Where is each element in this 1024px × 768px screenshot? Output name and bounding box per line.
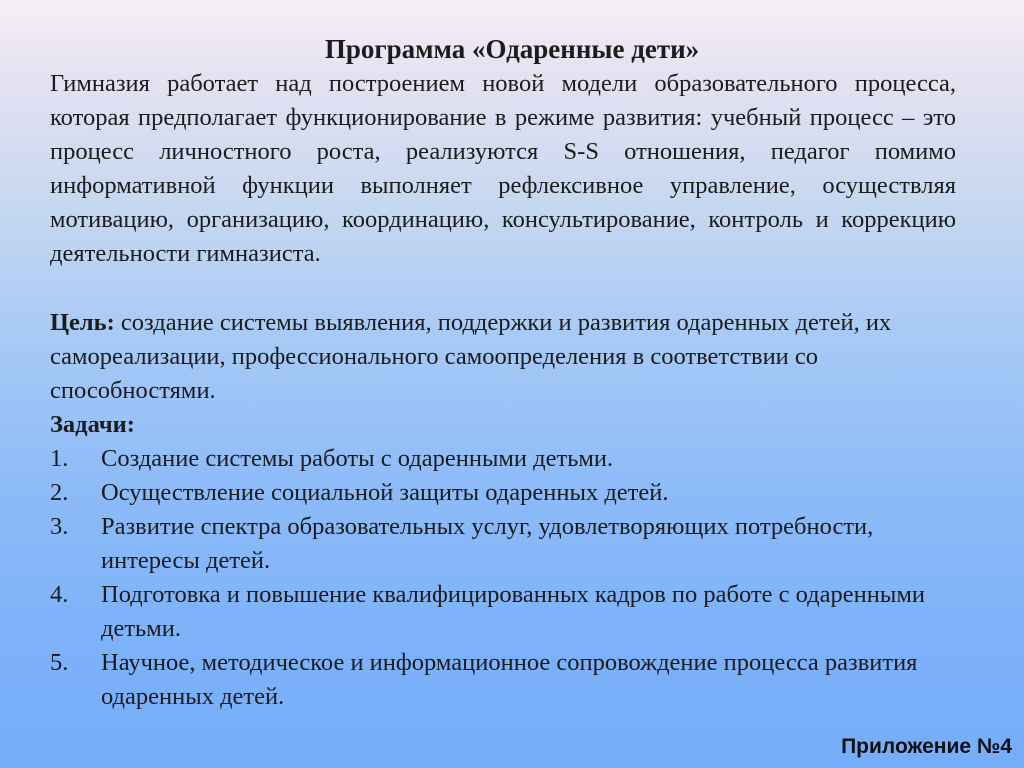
task-text: Развитие спектра образовательных услуг, удовлетворяющих потребности, интересы детей. (101, 513, 874, 574)
task-text: Подготовка и повышение квалифицированных кадров по работе с одаренными детьми. (101, 581, 925, 642)
task-number: 3. (50, 513, 69, 540)
tasks-list (50, 442, 956, 714)
task-item (50, 510, 956, 578)
slide-title: Программа «Одаренные дети» (324, 34, 700, 64)
task-item (50, 578, 956, 646)
goal-label: Цель: (50, 309, 115, 336)
appendix-label: Приложение №4 (841, 735, 1012, 758)
task-number: 4. (50, 581, 69, 608)
task-text: Создание системы работы с одаренными детьми. (101, 445, 614, 472)
task-number: 2. (50, 479, 69, 506)
task-item (50, 476, 956, 510)
task-text: Осуществление социальной защиты одаренных детей. (101, 479, 669, 506)
goal-text: создание системы выявления, поддержки и развития одаренных детей, их самореализации, профессионального самоопределения в соответствии со способностями. (50, 309, 892, 404)
task-text: Научное, методическое и информационное сопровождение процесса развития одаренных детей. (101, 649, 918, 710)
task-number: 5. (50, 649, 69, 676)
goal-paragraph (50, 306, 956, 408)
task-item (50, 646, 956, 714)
task-item (50, 442, 956, 476)
task-number: 1. (50, 445, 69, 472)
tasks-heading: Задачи: (50, 411, 135, 438)
intro-paragraph: Гимназия работает над построением новой модели образовательного процесса, которая предполагает функционирование в режиме развития: учебный процесс – это процесс личностного роста, реализуются S-S отношения, педагог помимо информативной функции выполняет рефлексивное управление, осуществляя мотивацию, организацию, координацию, консультирование, контроль и коррекцию деятельности гимназиста. (50, 70, 956, 267)
